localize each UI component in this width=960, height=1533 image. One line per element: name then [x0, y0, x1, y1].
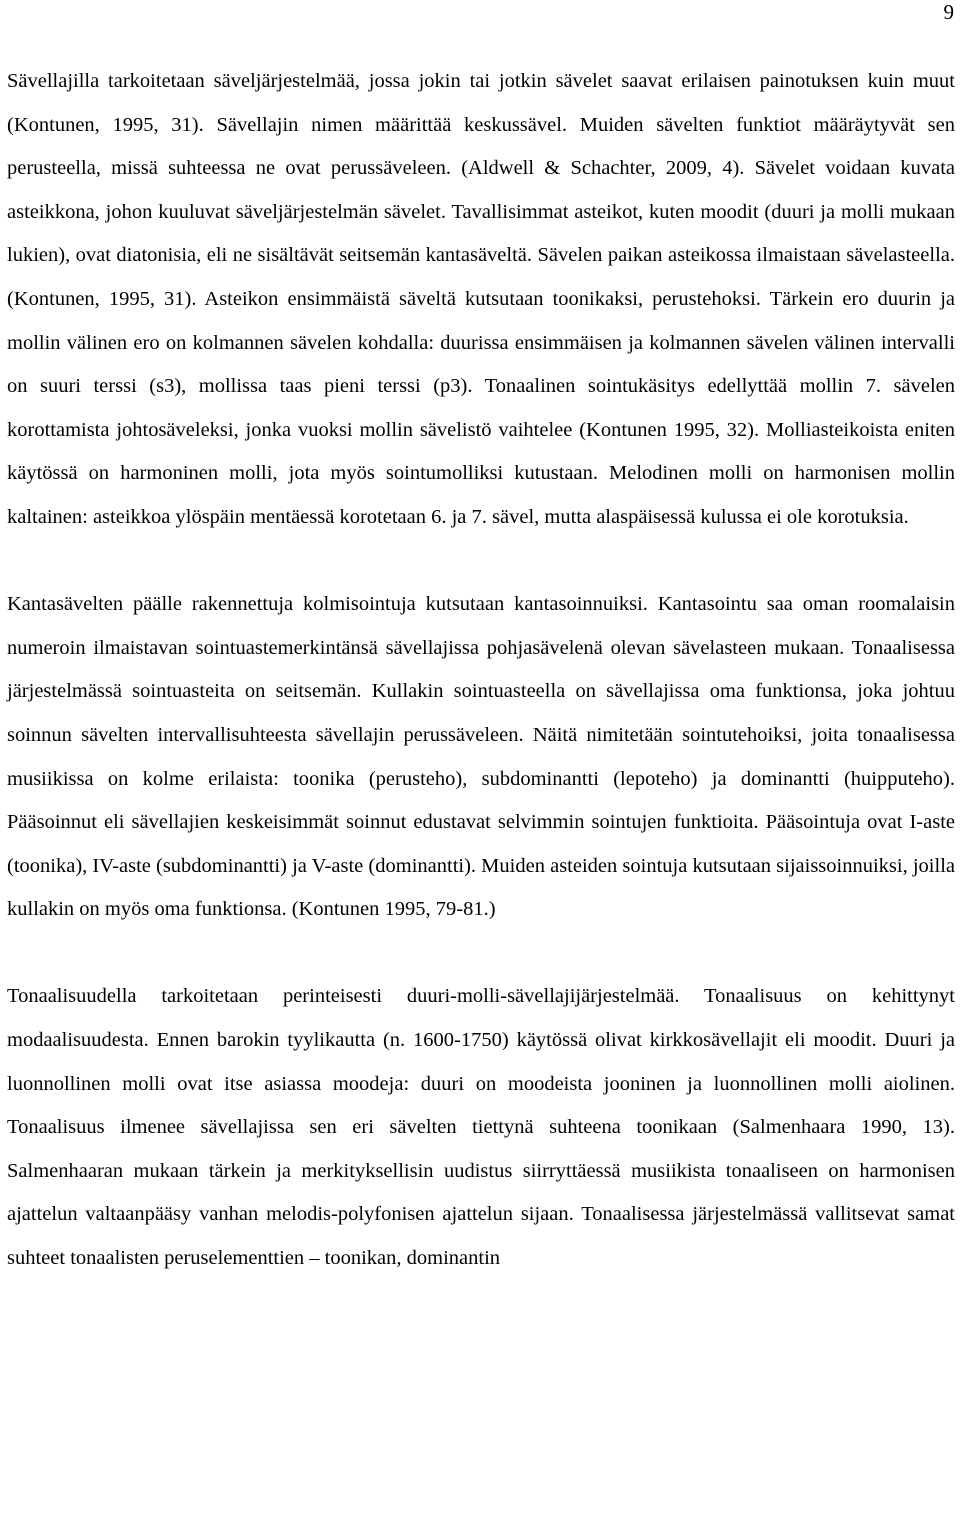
- paragraph-1: Sävellajilla tarkoitetaan säveljärjestelmää, jossa jokin tai jotkin sävelet saavat erilaisen painotuksen kuin muut (Kontunen, 1995, 31). Sävellajin nimen määrittää keskussävel. Muiden sävelten funktiot määräytyvät sen perusteella, missä suhteessa ne ovat perussäveleen. (Aldwell & Schachter, 2009, 4). Sävelet voidaan kuvata asteikkona, johon kuuluvat säveljärjestelmän sävelet. Tavallisimmat asteikot, kuten moodit (duuri ja molli mukaan lukien), ovat diatonisia, eli ne sisältävät seitsemän kantasäveltä. Sävelen paikan asteikossa ilmaistaan sävelasteella. (Kontunen, 1995, 31). Asteikon ensimmäistä säveltä kutsutaan toonikaksi, perustehoksi. Tärkein ero duurin ja mollin välinen ero on kolmannen sävelen kohdalla: duurissa ensimmäisen ja kolmannen sävelen välinen intervalli on suuri terssi (s3), mollissa taas pieni terssi (p3). Tonaalinen sointukäsitys edellyttää mollin 7. sävelen korottamista johtosäveleksi, jonka vuoksi mollin sävelistö vaihtelee (Kontunen 1995, 32). Molliasteikoista eniten käytössä on harmoninen molli, jota myös sointumolliksi kutustaan. Melodinen molli on harmonisen mollin kaltainen: asteikkoa ylöspäin mentäessä korotetaan 6. ja 7. sävel, mutta alaspäisessä kulussa ei ole korotuksia.: [7, 70, 955, 528]
- page-number: 9: [943, 0, 954, 24]
- paragraph-2: Kantasävelten päälle rakennettuja kolmisointuja kutsutaan kantasoinnuiksi. Kantasointu saa oman roomalaisin numeroin ilmaistavan sointuastemerkintänsä sävellajissa pohjasävelenä olevan sävelasteen mukaan. Tonaalisessa järjestelmässä sointuasteita on seitsemän. Kullakin sointuasteella on sävellajissa oma funktionsa, joka johtuu soinnun sävelten intervallisuhteesta sävellajin perussäveleen. Näitä nimitetään sointutehoiksi, joita tonaalisessa musiikissa on kolme erilaista: toonika (perusteho), subdominantti (lepoteho) ja dominantti (huipputeho). Pääsoinnut eli sävellajien keskeisimmät soinnut edustavat selvimmin sointujen funktioita. Pääsointuja ovat I-aste (toonika), IV-aste (subdominantti) ja V-aste (dominantti). Muiden asteiden sointuja kutsutaan sijaissoinnuiksi, joilla kullakin on myös oma funktionsa. (Kontunen 1995, 79-81.): [7, 593, 955, 921]
- document-body: [7, 60, 955, 1281]
- paragraph-3: Tonaalisuudella tarkoitetaan perinteisesti duuri-molli-sävellajijärjestelmää. Tonaalisuus on kehittynyt modaalisuudesta. Ennen barokin tyylikautta (n. 1600-1750) käytössä olivat kirkkosävellajit eli moodit. Duuri ja luonnollinen molli ovat itse asiassa moodeja: duuri on moodeista jooninen ja luonnollinen molli aiolinen. Tonaalisuus ilmenee sävellajissa sen eri sävelten tiettynä suhteena toonikaan (Salmenhaara 1990, 13). Salmenhaaran mukaan tärkein ja merkityksellisin uudistus siirryttäessä musiikista tonaaliseen on harmonisen ajattelun valtaanpääsy vanhan melodis-polyfonisen ajattelun sijaan. Tonaalisessa järjestelmässä vallitsevat samat suhteet tonaalisten peruselementtien – toonikan, dominantin: [7, 985, 955, 1270]
